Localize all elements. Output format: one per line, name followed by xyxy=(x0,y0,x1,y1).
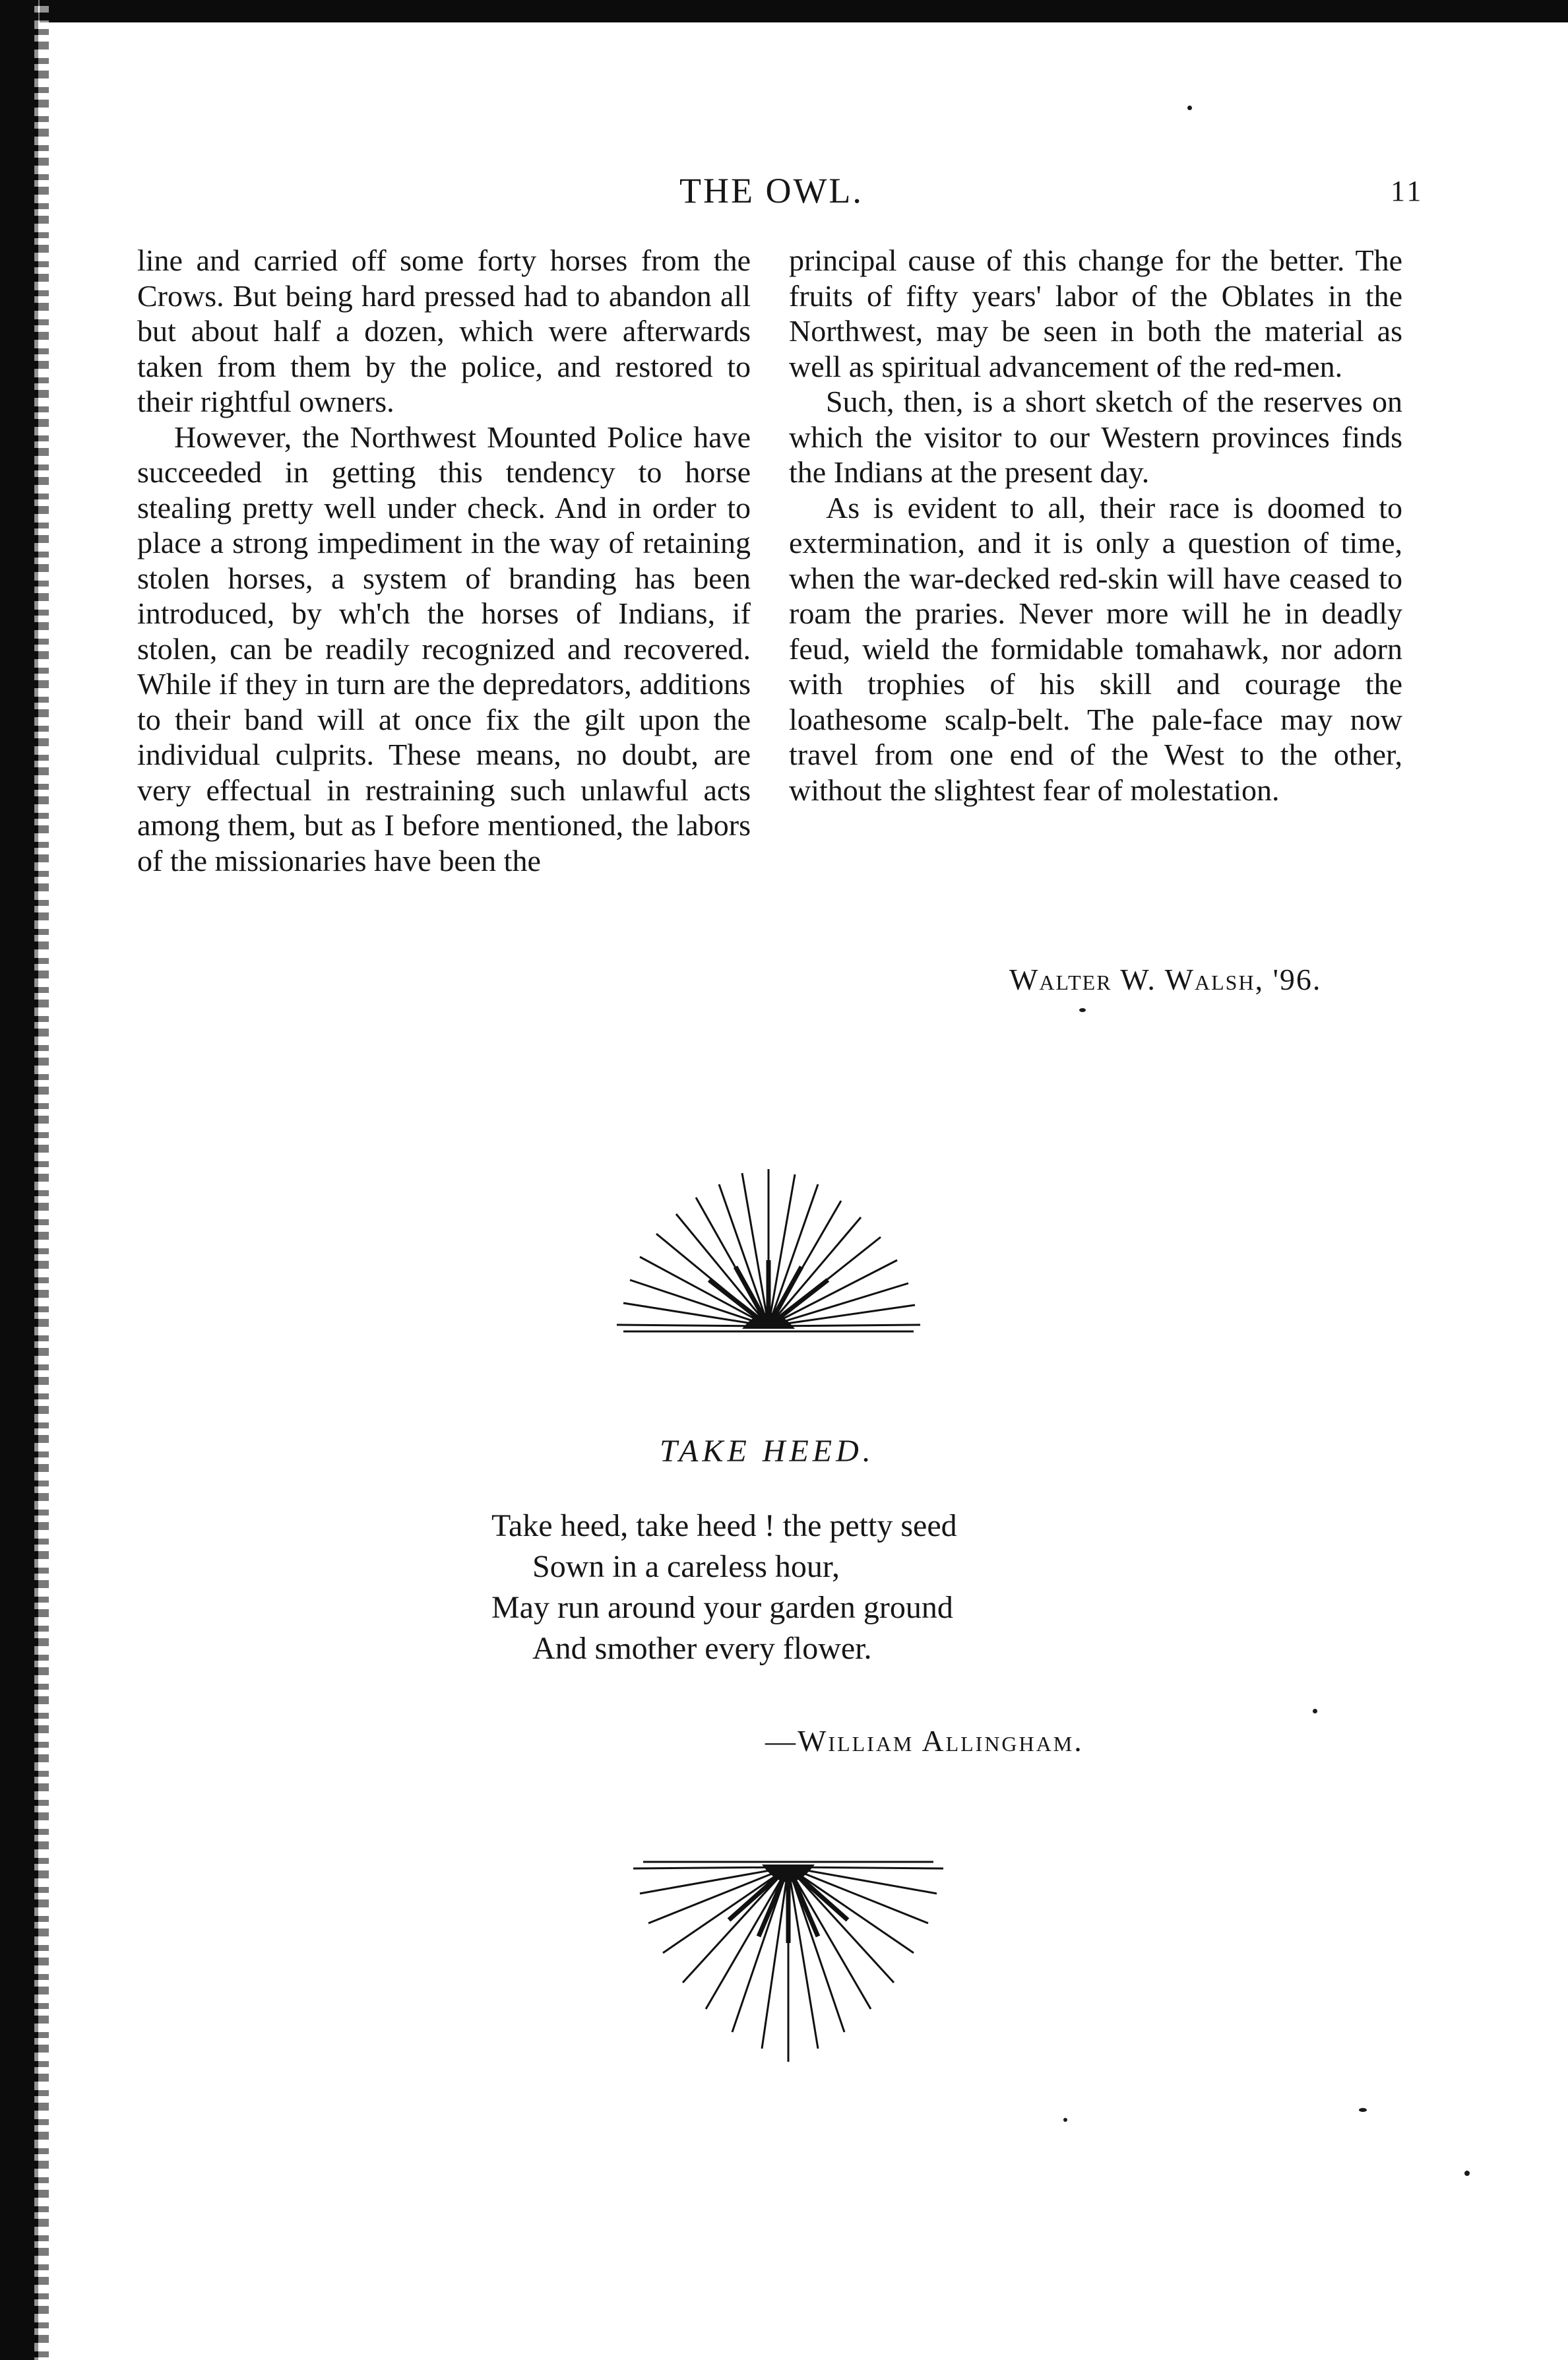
poem-line: May run around your garden ground xyxy=(491,1590,953,1625)
poem-attribution: —William Allingham. xyxy=(765,1724,1084,1758)
print-speck xyxy=(1063,2118,1067,2122)
paragraph: As is evident to all, their race is doomed to extermination, and it is only a question of time, when the war-decked red-skin will have ceased to roam the praries. Never more will he in deadly feud, wield the formidable tomahawk, nor adorn with trophies of his skill and courage the loathesome scalp-belt. The pale-face may now travel from one end of the West to the other, without the slightest fear of molestation. xyxy=(789,490,1402,807)
print-speck xyxy=(1313,1709,1317,1713)
poem-line: Take heed, take heed ! the petty seed xyxy=(491,1508,957,1543)
paragraph: line and carried off some forty horses from the Crows. But being hard pressed had to abandon all but about half a dozen, which were afterwards taken from them by the police, and restored to their rightful owners. xyxy=(137,243,751,418)
page-title: THE OWL. xyxy=(679,171,863,210)
print-speck xyxy=(1079,1008,1086,1012)
sunburst-ornament-bottom xyxy=(630,1847,947,2065)
poem-line: And smother every flower. xyxy=(532,1631,872,1666)
poem-line: Sown in a careless hour, xyxy=(532,1549,840,1584)
scan-edge-left-ragged xyxy=(34,0,49,2360)
left-column xyxy=(137,243,751,878)
print-speck xyxy=(1359,2108,1367,2112)
paragraph: principal cause of this change for the better. The fruits of fifty years' labor of the Oblates in the Northwest, may be seen in both the material as well as spiritual advancement of the red-men. xyxy=(789,243,1402,383)
poem-title: TAKE HEED. xyxy=(660,1434,875,1469)
sunburst-ornament-top xyxy=(610,1168,927,1346)
paragraph: Such, then, is a short sketch of the reserves on which the visitor to our Western provinces finds the Indians at the present day. xyxy=(789,385,1402,489)
page-number: 11 xyxy=(1391,175,1424,207)
poem xyxy=(491,1506,1151,1669)
right-column xyxy=(789,243,1402,808)
scan-edge-top xyxy=(40,0,1568,22)
print-speck xyxy=(1464,2171,1470,2176)
print-speck xyxy=(1187,106,1192,110)
scan-edge-left xyxy=(0,0,38,2360)
paragraph: However, the Northwest Mounted Police have succeeded in getting this tendency to horse stealing pretty well under check. And in order to place a strong impediment in the way of retaining stolen horses, a system of branding has been introduced, by wh'ch the horses of Indians, if stolen, can be readily recognized and recovered. While if they in turn are the depredators, additions to their band will at once fix the gilt upon the individual culprits. These means, no doubt, are very effectual in restraining such unlawful acts among them, but as I before mentioned, the labors of the missionaries have been the xyxy=(137,420,751,877)
running-head xyxy=(0,170,1568,216)
article-signature: Walter W. Walsh, '96. xyxy=(1009,963,1322,996)
